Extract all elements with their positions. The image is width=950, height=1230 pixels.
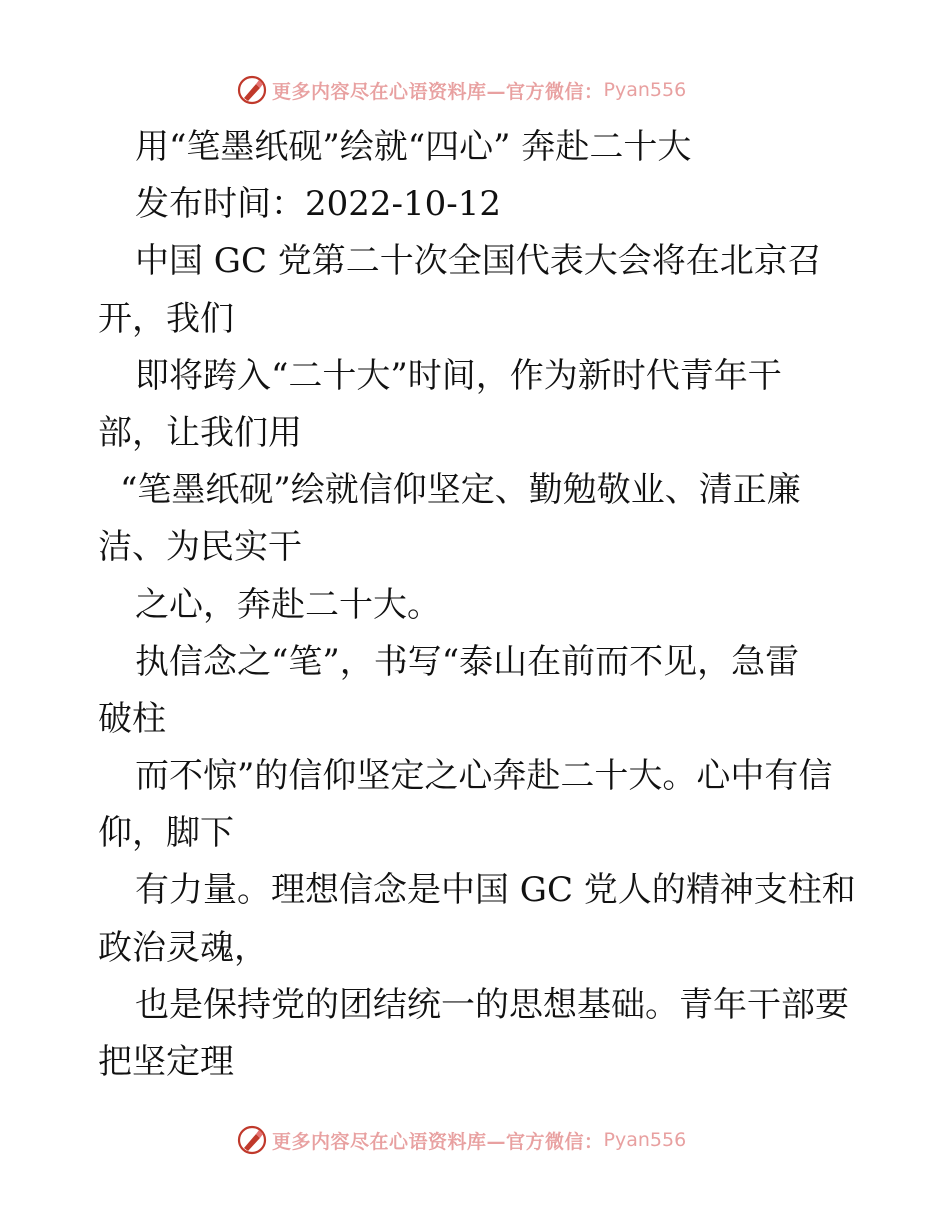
footer-watermark <box>236 1123 686 1157</box>
watermark-id: Pyan556 <box>603 1129 687 1151</box>
watermark-id: Pyan556 <box>603 79 687 101</box>
text-line: 即将跨入“二十大”时间，作为新时代青年干 <box>135 355 782 396</box>
pen-logo-icon <box>236 1124 268 1156</box>
text-line: 仰，脚下 <box>98 813 234 854</box>
text-line: 洁、为民实干 <box>98 527 302 568</box>
document-body <box>98 119 858 1091</box>
text-line: 部，让我们用 <box>98 412 302 453</box>
text-line: “笔墨纸砚”绘就信仰坚定、勤勉敬业、清正廉 <box>120 470 801 511</box>
text-line: 政治灵魂， <box>98 927 268 968</box>
text-line: 用“笔墨纸砚”绘就“四心” 奔赴二十大 <box>135 127 692 167</box>
text-line: 发布时间：2022-10-12 <box>135 184 502 225</box>
watermark-text: 更多内容尽在心语资料库—官方微信： <box>272 1130 604 1153</box>
text-line: 而不惊”的信仰坚定之心奔赴二十大。心中有信 <box>135 756 833 797</box>
text-line: 中国 GC 党第二十次全国代表大会将在北京召 <box>135 241 822 282</box>
text-line: 也是保持党的团结统一的思想基础。青年干部要 <box>135 984 849 1025</box>
text-line: 破柱 <box>98 698 166 739</box>
text-line: 执信念之“笔”，书写“泰山在前而不见，急雷 <box>135 641 800 682</box>
text-line: 开，我们 <box>98 298 234 339</box>
text-line: 有力量。理想信念是中国 GC 党人的精神支柱和 <box>135 870 856 911</box>
header-watermark <box>236 73 686 107</box>
pen-logo-icon <box>236 74 268 106</box>
watermark-text: 更多内容尽在心语资料库—官方微信： <box>272 80 604 103</box>
text-line: 之心，奔赴二十大。 <box>135 584 441 625</box>
text-line: 把坚定理 <box>98 1042 234 1082</box>
